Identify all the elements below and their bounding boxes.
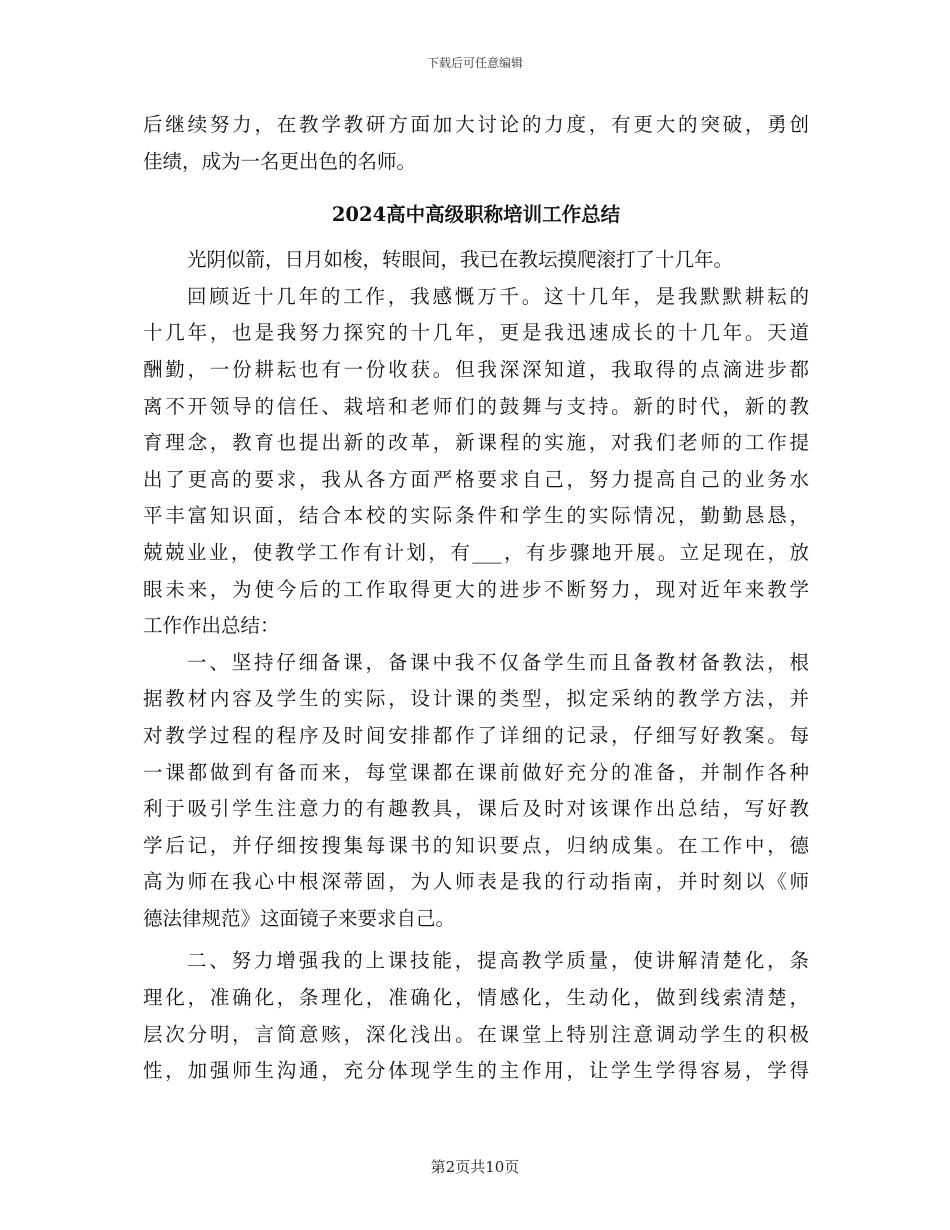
body-line: 佳绩，成为一名更出色的名师。 <box>143 149 417 173</box>
body-line: 利于吸引学生注意力的有趣教具，课后及时对该课作出总结，写好教 <box>143 797 809 821</box>
body-line: 对教学过程的程序及时间安排都作了详细的记录，仔细写好教案。每 <box>143 723 809 747</box>
body-line: 育理念，教育也提出新的改革，新课程的实施，对我们老师的工作提 <box>143 431 809 455</box>
body-line: 酬勤，一份耕耘也有一份收获。但我深深知道，我取得的点滴进步都 <box>143 357 809 381</box>
page-footer: 第2页共10页 <box>430 1158 520 1176</box>
page-header: 下载后可任意编辑 <box>426 56 523 70</box>
body-line: 高为师在我心中根深蒂固，为人师表是我的行动指南，并时刻以《师 <box>143 870 809 894</box>
body-line: 出了更高的要求，我从各方面严格要求自己，努力提高自己的业务水 <box>143 467 809 491</box>
body-line: 十几年，也是我努力探究的十几年，更是我迅速成长的十几年。天道 <box>143 321 809 345</box>
body-line: 理化，准确化，条理化，准确化，情感化，生动化，做到线索清楚， <box>143 986 809 1010</box>
body-line: 光阴似箭，日月如梭，转眼间，我已在教坛摸爬滚打了十几年。 <box>187 248 734 272</box>
body-line: 据教材内容及学生的实际，设计课的类型，拟定采纳的教学方法，并 <box>143 687 809 711</box>
body-line: 回顾近十几年的工作，我感慨万千。这十几年，是我默默耕耘的 <box>187 284 809 308</box>
body-line: 平丰富知识面，结合本校的实际条件和学生的实际情况，勤勤恳恳， <box>143 504 809 528</box>
body-line: 离不开领导的信任、栽培和老师们的鼓舞与支持。新的时代，新的教 <box>143 394 809 418</box>
body-line: 一课都做到有备而来，每堂课都在课前做好充分的准备，并制作各种 <box>143 760 809 784</box>
body-line: 兢兢业业，使教学工作有计划，有___，有步骤地开展。立足现在，放 <box>143 540 809 564</box>
body-line: 工作作出总结： <box>143 614 280 638</box>
body-line: 层次分明，言简意赅，深化浅出。在课堂上特别注意调动学生的积极 <box>143 1022 809 1046</box>
body-line: 眼未来，为使今后的工作取得更大的进步不断努力，现对近年来教学 <box>143 577 809 601</box>
body-line: 德法律规范》这面镜子来要求自己。 <box>143 906 456 930</box>
body-line: 一、坚持仔细备课，备课中我不仅备学生而且备教材备教法，根 <box>187 650 809 674</box>
document-title: 2024高中高级职称培训工作总结 <box>331 203 621 227</box>
body-line: 后继续努力，在教学教研方面加大讨论的力度，有更大的突破，勇创 <box>143 113 809 136</box>
body-line: 学后记，并仔细按搜集每课书的知识要点，归纳成集。在工作中，德 <box>143 833 809 857</box>
body-line: 二、努力增强我的上课技能，提高教学质量，使讲解清楚化，条 <box>187 949 809 973</box>
body-line: 性，加强师生沟通，充分体现学生的主作用，让学生学得容易，学得 <box>143 1059 809 1083</box>
document-body <box>143 107 809 1090</box>
